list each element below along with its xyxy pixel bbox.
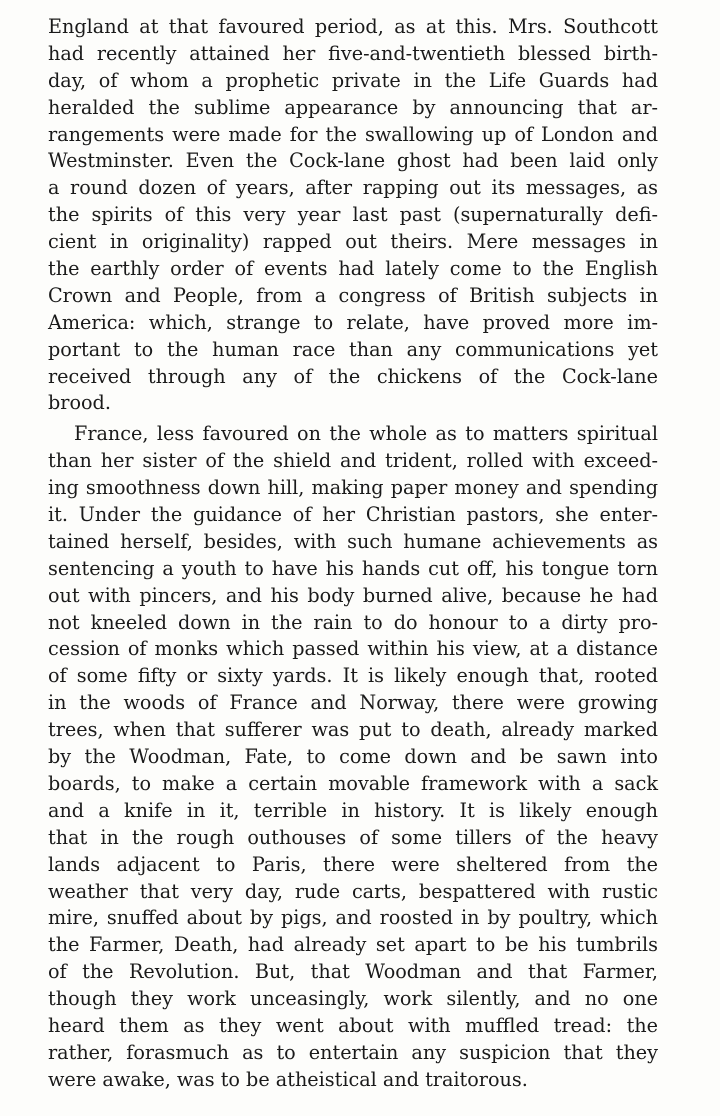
text-line: Crown and People, from a congress of British subjects in <box>48 283 658 307</box>
text-line: the Farmer, Death, had already set apart to be his tumbrils <box>48 933 658 957</box>
text-line: boards, to make a certain movable framework with a sack <box>48 771 658 795</box>
text-line: by the Woodman, Fate, to come down and be sawn into <box>48 745 658 769</box>
text-line: though they work unceasingly, work silently, and no one <box>48 987 658 1011</box>
text-line: France, less favoured on the whole as to matters spiritual <box>74 422 658 446</box>
text-line: mire, snuffed about by pigs, and roosted in by poultry, which <box>48 906 658 930</box>
text-line: day, of whom a prophetic private in the Life Guards had <box>48 68 658 92</box>
text-line: tained herself, besides, with such humane achievements as <box>48 529 658 553</box>
text-line: cession of monks which passed within his view, at a distance <box>48 637 658 661</box>
text-line: rather, forasmuch as to entertain any suspicion that they <box>48 1040 658 1064</box>
text-line: sentencing a youth to have his hands cut off, his tongue torn <box>48 556 658 580</box>
text-line: it. Under the guidance of her Christian pastors, she enter- <box>48 503 658 527</box>
text-line: that in the rough outhouses of some tillers of the heavy <box>48 825 658 849</box>
text-line: brood. <box>48 391 111 415</box>
paragraph-2 <box>48 421 658 1093</box>
text-line: lands adjacent to Paris, there were sheltered from the <box>48 852 658 876</box>
text-line: received through any of the chickens of the Cock-lane <box>48 364 658 388</box>
text-line: Westminster. Even the Cock-lane ghost had been laid only <box>48 149 658 173</box>
text-line: the earthly order of events had lately come to the English <box>48 257 658 281</box>
text-line: of some fifty or sixty yards. It is likely enough that, rooted <box>48 664 658 688</box>
text-line: trees, when that sufferer was put to death, already marked <box>48 718 658 742</box>
text-line: and a knife in it, terrible in history. It is likely enough <box>48 798 658 822</box>
text-line: rangements were made for the swallowing up of London and <box>48 122 658 146</box>
text-line: weather that very day, rude carts, bespattered with rustic <box>48 879 658 903</box>
text-line: portant to the human race than any communications yet <box>48 337 658 361</box>
text-line: a round dozen of years, after rapping out its messages, as <box>48 176 658 200</box>
text-line: than her sister of the shield and trident, rolled with exceed- <box>48 449 658 473</box>
text-line: heralded the sublime appearance by announcing that ar- <box>48 95 658 119</box>
text-line: not kneeled down in the rain to do honour to a dirty pro- <box>48 610 658 634</box>
text-line: in the woods of France and Norway, there were growing <box>48 691 658 715</box>
text-line: of the Revolution. But, that Woodman and that Farmer, <box>48 960 658 984</box>
text-line: cient in originality) rapped out theirs. Mere messages in <box>48 230 658 254</box>
text-line: had recently attained her five-and-twentieth blessed birth- <box>48 41 658 65</box>
text-line: America: which, strange to relate, have proved more im- <box>48 310 658 334</box>
page-text <box>48 14 658 1094</box>
text-line: out with pincers, and his body burned alive, because he had <box>48 583 658 607</box>
paragraph-1 <box>48 14 658 417</box>
text-line: England at that favoured period, as at this. Mrs. Southcott <box>48 15 658 38</box>
text-line: the spirits of this very year last past (supernaturally defi- <box>48 203 658 227</box>
text-line: heard them as they went about with muffled tread: the <box>48 1013 658 1037</box>
text-line: were awake, was to be atheistical and traitorous. <box>48 1067 528 1091</box>
text-line: ing smoothness down hill, making paper money and spending <box>48 476 658 500</box>
